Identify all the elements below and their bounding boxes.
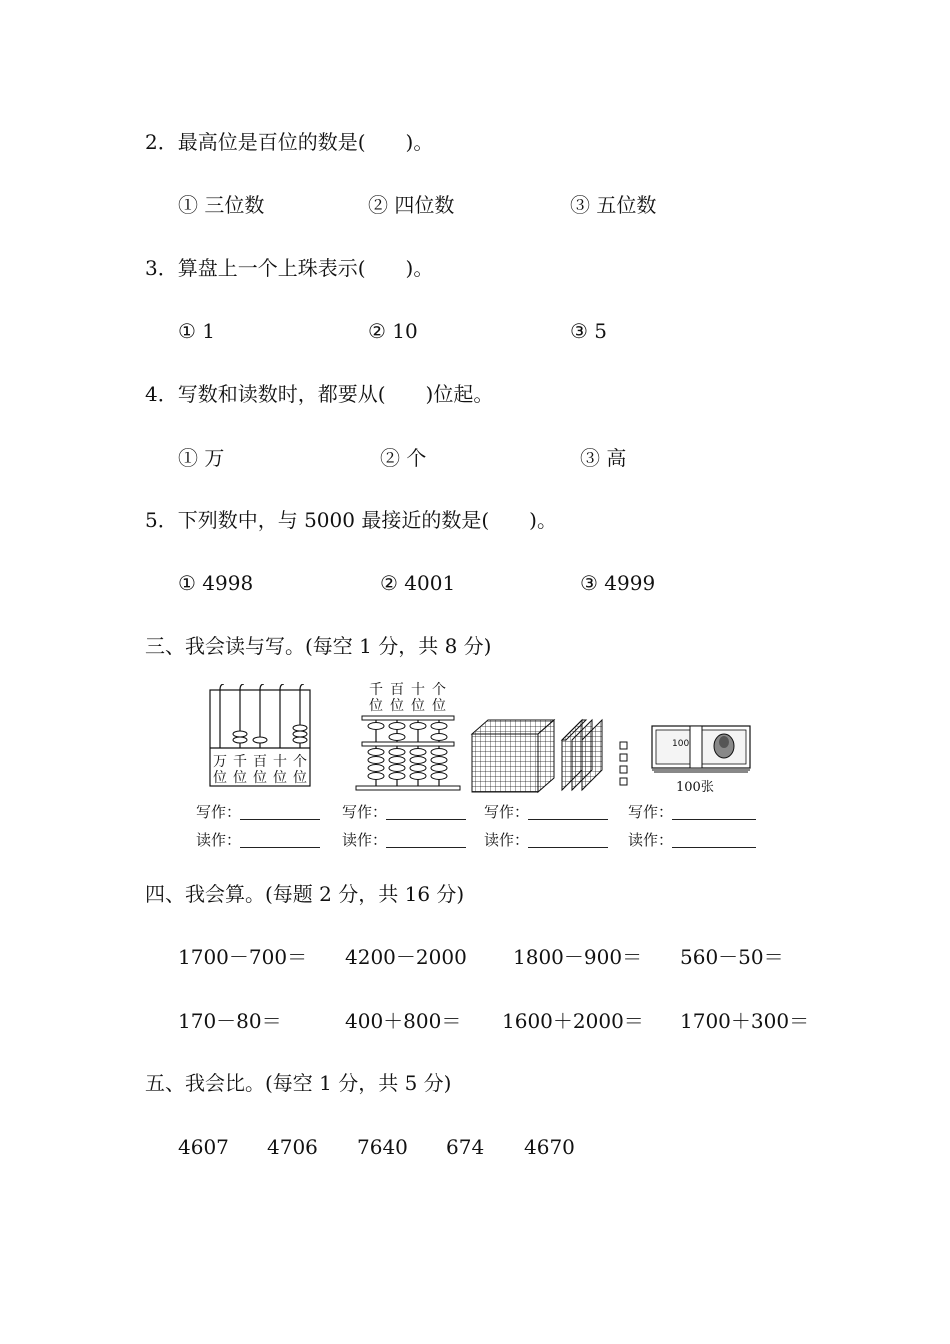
read-answer-blank[interactable] [240, 847, 320, 848]
read-answer-blank[interactable] [528, 847, 608, 848]
calc-problem: 400＋800＝ [345, 1009, 462, 1033]
question-2-stem: 2．最高位是百位的数是( )。 [145, 130, 434, 154]
read-label: 读作： [196, 831, 242, 849]
calc-problem: 170－80＝ [178, 1009, 282, 1033]
section-5-title: 五、我会比。(每空 1 分，共 5 分) [145, 1071, 452, 1095]
question-5-option-1[interactable]: ① 4998 [178, 571, 254, 595]
counter-label: 位 [273, 770, 287, 786]
compare-number: 4706 [267, 1135, 318, 1159]
write-answer-blank[interactable] [386, 819, 466, 820]
abacus-label: 十 [411, 682, 425, 698]
question-4-option-2[interactable]: ② 个 [380, 446, 427, 470]
question-5-option-2[interactable]: ② 4001 [380, 571, 456, 595]
abacus-label: 位 [411, 698, 425, 714]
svg-text:100: 100 [672, 739, 690, 749]
compare-number: 4607 [178, 1135, 229, 1159]
counting-frame-figure [206, 684, 314, 790]
counter-label: 千 [233, 754, 247, 770]
write-label: 写作： [342, 803, 388, 821]
banknote-bundle-figure [650, 722, 754, 774]
write-answer-blank[interactable] [240, 819, 320, 820]
abacus-label: 位 [369, 698, 383, 714]
question-5-option-3[interactable]: ③ 4999 [580, 571, 656, 595]
read-label: 读作： [628, 831, 674, 849]
money-caption: 100张 [676, 780, 714, 795]
abacus-label: 个 [432, 682, 446, 698]
question-2-option-2[interactable]: ② 四位数 [368, 193, 455, 217]
compare-number: 4670 [524, 1135, 575, 1159]
calc-problem: 1700＋300＝ [680, 1009, 810, 1033]
question-3-stem: 3．算盘上一个上珠表示( )。 [145, 256, 434, 280]
section-3-title: 三、我会读与写。(每空 1 分，共 8 分) [145, 634, 492, 658]
write-label: 写作： [628, 803, 674, 821]
read-label: 读作： [342, 831, 388, 849]
calc-problem: 560－50＝ [680, 945, 784, 969]
section-4-title: 四、我会算。(每题 2 分，共 16 分) [145, 882, 465, 906]
abacus-label: 位 [390, 698, 404, 714]
question-3-option-2[interactable]: ② 10 [368, 319, 418, 343]
question-2-option-3[interactable]: ③ 五位数 [570, 193, 657, 217]
base-ten-blocks-figure [470, 716, 636, 794]
question-3-option-1[interactable]: ① 1 [178, 319, 216, 343]
counter-label: 位 [253, 770, 267, 786]
compare-number: 674 [446, 1135, 485, 1159]
question-3-option-3[interactable]: ③ 5 [570, 319, 608, 343]
calc-problem: 1700－700＝ [178, 945, 308, 969]
counter-label: 位 [293, 770, 307, 786]
abacus-label: 百 [390, 682, 404, 698]
read-label: 读作： [484, 831, 530, 849]
read-answer-blank[interactable] [386, 847, 466, 848]
calc-problem: 4200－2000 [345, 945, 467, 969]
counter-label: 位 [233, 770, 247, 786]
counter-label: 位 [213, 770, 227, 786]
write-answer-blank[interactable] [528, 819, 608, 820]
question-2-option-1[interactable]: ① 三位数 [178, 193, 265, 217]
counter-label: 百 [253, 754, 267, 770]
abacus-label: 千 [369, 682, 383, 698]
write-answer-blank[interactable] [672, 819, 756, 820]
question-4-option-3[interactable]: ③ 高 [580, 446, 627, 470]
calc-problem: 1800－900＝ [513, 945, 643, 969]
write-label: 写作： [196, 803, 242, 821]
compare-number: 7640 [357, 1135, 408, 1159]
calc-problem: 1600＋2000＝ [502, 1009, 644, 1033]
counter-label: 万 [213, 754, 227, 770]
question-4-option-1[interactable]: ① 万 [178, 446, 225, 470]
read-answer-blank[interactable] [672, 847, 756, 848]
question-4-stem: 4．写数和读数时，都要从( )位起。 [145, 382, 494, 406]
counter-label: 十 [273, 754, 287, 770]
counter-label: 个 [293, 754, 307, 770]
abacus-label: 位 [432, 698, 446, 714]
question-5-stem: 5．下列数中，与 5000 最接近的数是( )。 [145, 508, 557, 532]
abacus-figure [352, 680, 464, 792]
write-label: 写作： [484, 803, 530, 821]
